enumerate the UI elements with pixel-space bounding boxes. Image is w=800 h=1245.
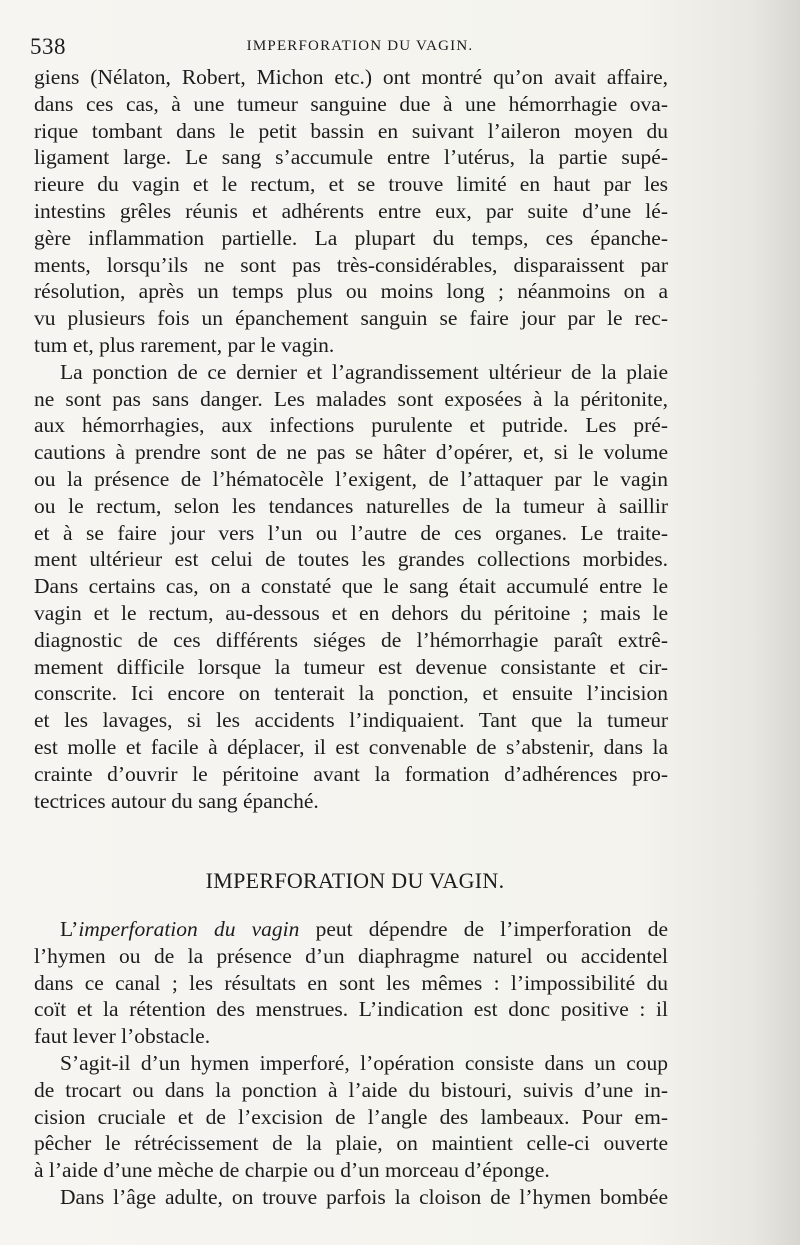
text-line: et à se faire jour vers l’un ou l’autre de ces organes. Le traite- bbox=[34, 520, 668, 545]
paragraph-5 bbox=[34, 1184, 668, 1211]
text-line: vagin et le rectum, au-dessous et en dehors du péritoine ; mais le bbox=[34, 600, 668, 625]
lead-rest: peut dépendre de l’imperforation de bbox=[299, 917, 668, 941]
text-line: rieure du vagin et le rectum, et se trouve limité en haut par les bbox=[34, 172, 668, 197]
text-line: ment ultérieur est celui de toutes les grandes collections morbides. bbox=[34, 547, 668, 572]
text-line: vu plusieurs fois un épanchement sanguin se faire jour par le rec- bbox=[34, 306, 668, 331]
text-line: tectrices autour du sang épanché. bbox=[34, 788, 319, 813]
text-line: ments, lorsqu’ils ne sont pas très-considérables, disparaissent par bbox=[34, 252, 668, 277]
text-line: dans ce canal ; les résultats en sont les mêmes : l’impossibilité du bbox=[34, 970, 668, 995]
running-head: IMPERFORATION DU VAGIN. bbox=[246, 38, 474, 54]
text-line: Dans certains cas, on a constaté que le sang était accumulé entre le bbox=[34, 574, 668, 599]
text-line: dans ces cas, à une tumeur sanguine due à une hémorrhagie ova- bbox=[34, 91, 668, 116]
text-line: intestins grêles réunis et adhérents entre eux, par suite d’une lé- bbox=[34, 198, 668, 223]
lead-prefix: L’ bbox=[60, 917, 79, 941]
text-line: tum et, plus rarement, par le vagin. bbox=[34, 332, 335, 357]
text-line: crainte d’ouvrir le péritoine avant la formation d’adhérences pro- bbox=[34, 761, 668, 786]
text-line: aux hémorrhagies, aux infections purulente et putride. Les pré- bbox=[34, 413, 668, 438]
body-text-top bbox=[34, 64, 668, 814]
text-line: faut lever l’obstacle. bbox=[34, 1024, 211, 1049]
paragraph-4 bbox=[34, 1050, 668, 1184]
text-line: cautions à prendre sont de ne pas se hâter d’opérer, et, si le volume bbox=[34, 440, 668, 465]
text-line: ou le rectum, selon les tendances naturelles de la tumeur à saillir bbox=[34, 493, 668, 518]
text-line: coït et la rétention des menstrues. L’indication est donc positive : il bbox=[34, 997, 668, 1022]
text-line: mement difficile lorsque la tumeur est devenue consistante et cir- bbox=[34, 654, 668, 679]
text-line: ou la présence de l’hématocèle l’exigent, de l’attaquer par le vagin bbox=[34, 466, 668, 491]
text-line: diagnostic de ces différents siéges de l’hémorrhagie paraît extrê- bbox=[34, 627, 668, 652]
text-line: ligament large. Le sang s’accumule entre l’utérus, la partie supé- bbox=[34, 145, 668, 170]
text-line: à l’aide d’une mèche de charpie ou d’un morceau d’éponge. bbox=[34, 1158, 550, 1183]
text-line: et les lavages, si les accidents l’indiquaient. Tant que la tumeur bbox=[34, 708, 668, 733]
text-line: gère inflammation partielle. La plupart du temps, ces épanche- bbox=[34, 225, 668, 250]
text-line: résolution, après un temps plus ou moins long ; néanmoins on a bbox=[34, 279, 668, 304]
lead-italic: imperforation du vagin bbox=[78, 917, 300, 941]
text-line: ne sont pas sans danger. Les malades sont exposées à la péritonite, bbox=[34, 386, 668, 411]
text-line: cision cruciale et de l’excision de l’angle des lambeaux. Pour em- bbox=[34, 1104, 668, 1129]
text-line: l’hymen ou de la présence d’un diaphragme naturel ou accidentel bbox=[34, 943, 668, 968]
paragraph-2 bbox=[34, 359, 668, 815]
text-line: conscrite. Ici encore on tenterait la ponction, et ensuite l’incision bbox=[34, 681, 668, 706]
page-header bbox=[30, 34, 670, 60]
text-line bbox=[34, 916, 668, 943]
text-line: est molle et facile à déplacer, il est convenable de s’abstenir, dans la bbox=[34, 734, 668, 759]
section-title: IMPERFORATION DU VAGIN. bbox=[205, 868, 505, 893]
body-text-bottom bbox=[34, 916, 668, 1211]
paragraph-3 bbox=[34, 916, 668, 1050]
paragraph-1 bbox=[34, 64, 668, 359]
text-line: La ponction de ce dernier et l’agrandissement ultérieur de la plaie bbox=[60, 359, 668, 384]
text-line: pêcher le rétrécissement de la plaie, on maintient celle-ci ouverte bbox=[34, 1131, 668, 1156]
page-number: 538 bbox=[30, 34, 66, 59]
text-line: rique tombant dans le petit bassin en suivant l’aileron moyen du bbox=[34, 118, 668, 143]
text-line: de trocart ou dans la ponction à l’aide du bistouri, suivis d’une in- bbox=[34, 1077, 668, 1102]
text-line: Dans l’âge adulte, on trouve parfois la cloison de l’hymen bombée bbox=[60, 1184, 668, 1209]
text-line: S’agit-il d’un hymen imperforé, l’opération consiste dans un coup bbox=[60, 1050, 668, 1075]
text-line: giens (Nélaton, Robert, Michon etc.) ont montré qu’on avait affaire, bbox=[34, 65, 668, 89]
